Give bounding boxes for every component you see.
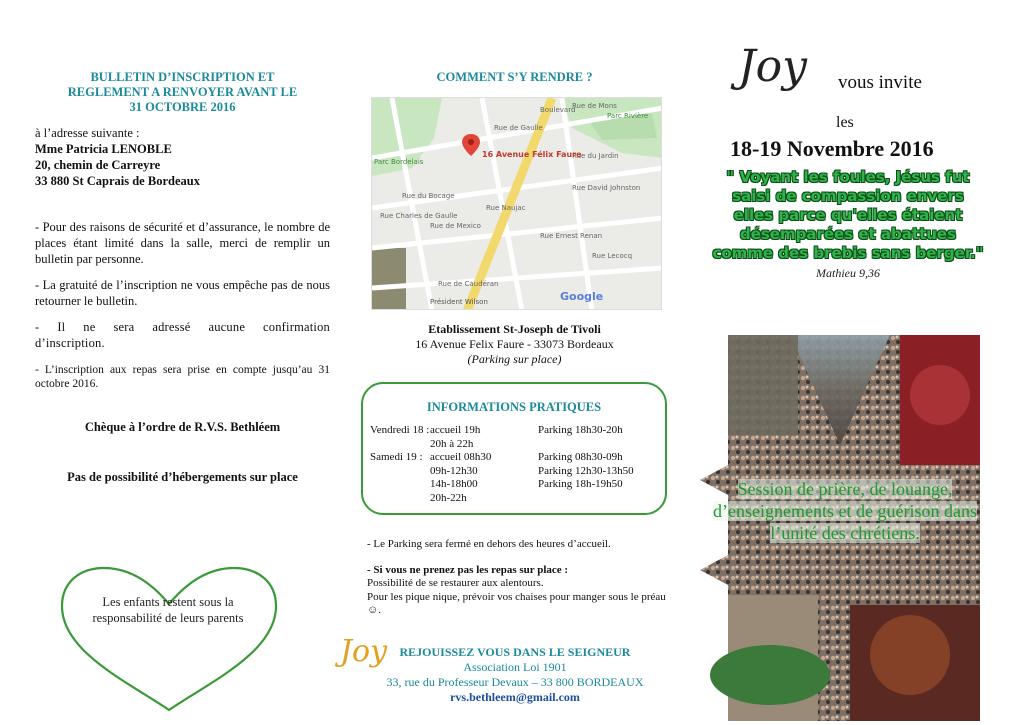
map-pin-label: 16 Avenue Félix Faure: [482, 150, 582, 159]
bible-quote: [712, 168, 984, 283]
schedule-row: [370, 424, 634, 438]
location-map[interactable]: [371, 97, 662, 310]
schedule-parking: Parking 18h-19h50: [538, 478, 623, 490]
mailing-address: [35, 125, 330, 189]
schedule-time: accueil 19h: [430, 424, 481, 436]
joy-logo: [738, 40, 807, 94]
meals-note-title: - Si vous ne prenez pas les repas sur place :: [367, 563, 569, 576]
footer-block: [380, 645, 650, 705]
footer-title: REJOUISSEZ VOUS DANS LE SEIGNEUR: [399, 645, 631, 659]
schedule-day: [370, 492, 430, 506]
schedule-row: [370, 451, 634, 465]
schedule-time: accueil 08h30: [430, 451, 492, 463]
no-lodging-notice: Pas de possibilité d’hébergements sur place: [67, 470, 298, 484]
children-responsibility-note: Les enfants restent sous la responsabilité de leurs parents: [92, 595, 244, 625]
schedule-row: [370, 478, 634, 492]
event-dates: 18-19 Novembre 2016: [730, 136, 934, 161]
schedule-day: Samedi 19 :: [370, 451, 423, 463]
venue-block: [362, 322, 667, 367]
map-brand: Google: [560, 290, 604, 303]
heart-frame: [58, 564, 280, 714]
footer-address: 33, rue du Professeur Devaux – 33 800 BORDEAUX: [386, 675, 644, 689]
schedule-day: [370, 478, 430, 492]
footer-logo-text: Joy: [340, 634, 388, 669]
address-line: Mme Patricia LENOBLE: [35, 142, 172, 156]
map-street-label: Rue de Mexico: [430, 222, 481, 230]
map-park-label: Parc Bordelais: [374, 158, 424, 166]
schedule-row: [370, 465, 634, 479]
notes-block: [367, 538, 667, 618]
meals-note-line: Pour les pique nique, prévoir vos chaises pour manger sous le préau ☺.: [367, 590, 666, 616]
schedule-day: [370, 465, 430, 479]
venue-parking: (Parking sur place): [467, 352, 562, 366]
schedule-time: 09h-12h30: [430, 464, 478, 477]
map-street-label: Rue Lecocq: [592, 252, 633, 260]
map-street-label: Rue Ernest Renan: [540, 232, 603, 240]
map-street-label: Président Wilson: [430, 298, 488, 306]
registration-heading: [35, 70, 330, 115]
les-text: les: [836, 114, 854, 131]
map-street-label: Rue du Bocage: [402, 192, 455, 200]
venue-name: Etablissement St-Joseph de Tivoli: [428, 322, 601, 336]
address-line: 33 880 St Caprais de Bordeaux: [35, 174, 200, 188]
meals-note-line: Possibilité de se restaurer aux alentours.: [367, 577, 544, 589]
quote-text: " Voyant les foules, Jésus fut saisi de compassion envers elles parce qu'elles étaient désemparées et abattues comme des brebis sans berger.": [712, 168, 984, 262]
map-street-label: Rue Charles de Gaulle: [380, 212, 458, 220]
schedule-time: 20h-22h: [430, 491, 467, 504]
heading-line: BULLETIN D’INSCRIPTION ET: [90, 70, 275, 84]
schedule-day: [370, 438, 430, 452]
schedule-row: [370, 438, 634, 452]
parking-note: - Le Parking sera fermé en dehors des heures d’accueil.: [367, 538, 611, 550]
venue-address: 16 Avenue Felix Faure - 33073 Bordeaux: [415, 337, 614, 351]
joy-logo-text: Joy: [738, 41, 807, 92]
schedule-time: 20h à 22h: [430, 437, 474, 450]
left-column: [35, 70, 330, 485]
map-street-label: Rue de Mons: [572, 102, 617, 110]
practical-info-title: INFORMATIONS PRATIQUES: [426, 400, 602, 414]
map-street-label: Rue Naujac: [486, 204, 526, 212]
footer-email[interactable]: rvs.bethleem@gmail.com: [450, 690, 580, 704]
security-notice: - Pour des raisons de sécurité et d’assurance, le nombre de places étant limité dans la salle, merci de remplir un bulletin par personne.: [35, 220, 330, 266]
schedule-table: [370, 424, 634, 505]
heading-line: REGLEMENT A RENVOYER AVANT LE: [67, 85, 298, 99]
directions-title: COMMENT S’Y RENDRE ?: [436, 70, 593, 84]
footer-logo: [340, 632, 388, 672]
middle-column: [362, 70, 667, 85]
heading-line: 31 OCTOBRE 2016: [129, 100, 236, 114]
schedule-time: 14h-18h00: [430, 478, 478, 490]
schedule-day: Vendredi 18 :: [370, 424, 430, 436]
address-line: 20, chemin de Carreyre: [35, 158, 161, 172]
map-graphic: [372, 98, 662, 310]
meal-deadline-notice: - L’inscription aux repas sera prise en compte jusqu’au 31 octobre 2016.: [35, 364, 330, 390]
map-street-label: Boulevard: [540, 106, 576, 114]
invite-text: vous invite: [838, 72, 922, 93]
address-intro: à l’adresse suivante :: [35, 126, 140, 140]
map-street-label: Rue de Gaulle: [494, 124, 543, 132]
session-text: Session de prière, de louange, d’enseignements et de guérison dans l’unité des chrétiens.: [713, 479, 977, 543]
map-park-label: Parc Rivière: [607, 112, 649, 120]
footer-association: Association Loi 1901: [463, 660, 567, 674]
session-description: [700, 478, 990, 544]
free-registration-notice: - La gratuité de l’inscription ne vous empêche pas de nous retourner le bulletin.: [35, 278, 330, 308]
map-street-label: Rue de Caudéran: [438, 280, 499, 288]
practical-info-box: [361, 382, 667, 515]
cheque-payee: Chèque à l’ordre de R.V.S. Bethléem: [84, 420, 281, 434]
map-street-label: Rue David Johnston: [572, 184, 641, 192]
schedule-row: [370, 492, 634, 506]
schedule-parking: Parking 12h30-13h50: [538, 464, 634, 477]
schedule-parking: Parking 08h30-09h: [538, 451, 623, 463]
map-street-label: Rue du Jardin: [572, 152, 619, 160]
quote-reference: Mathieu 9,36: [816, 266, 880, 280]
schedule-parking: Parking 18h30-20h: [538, 424, 623, 436]
no-confirmation-notice: - Il ne sera adressé aucune confirmation d’inscription.: [35, 320, 330, 350]
